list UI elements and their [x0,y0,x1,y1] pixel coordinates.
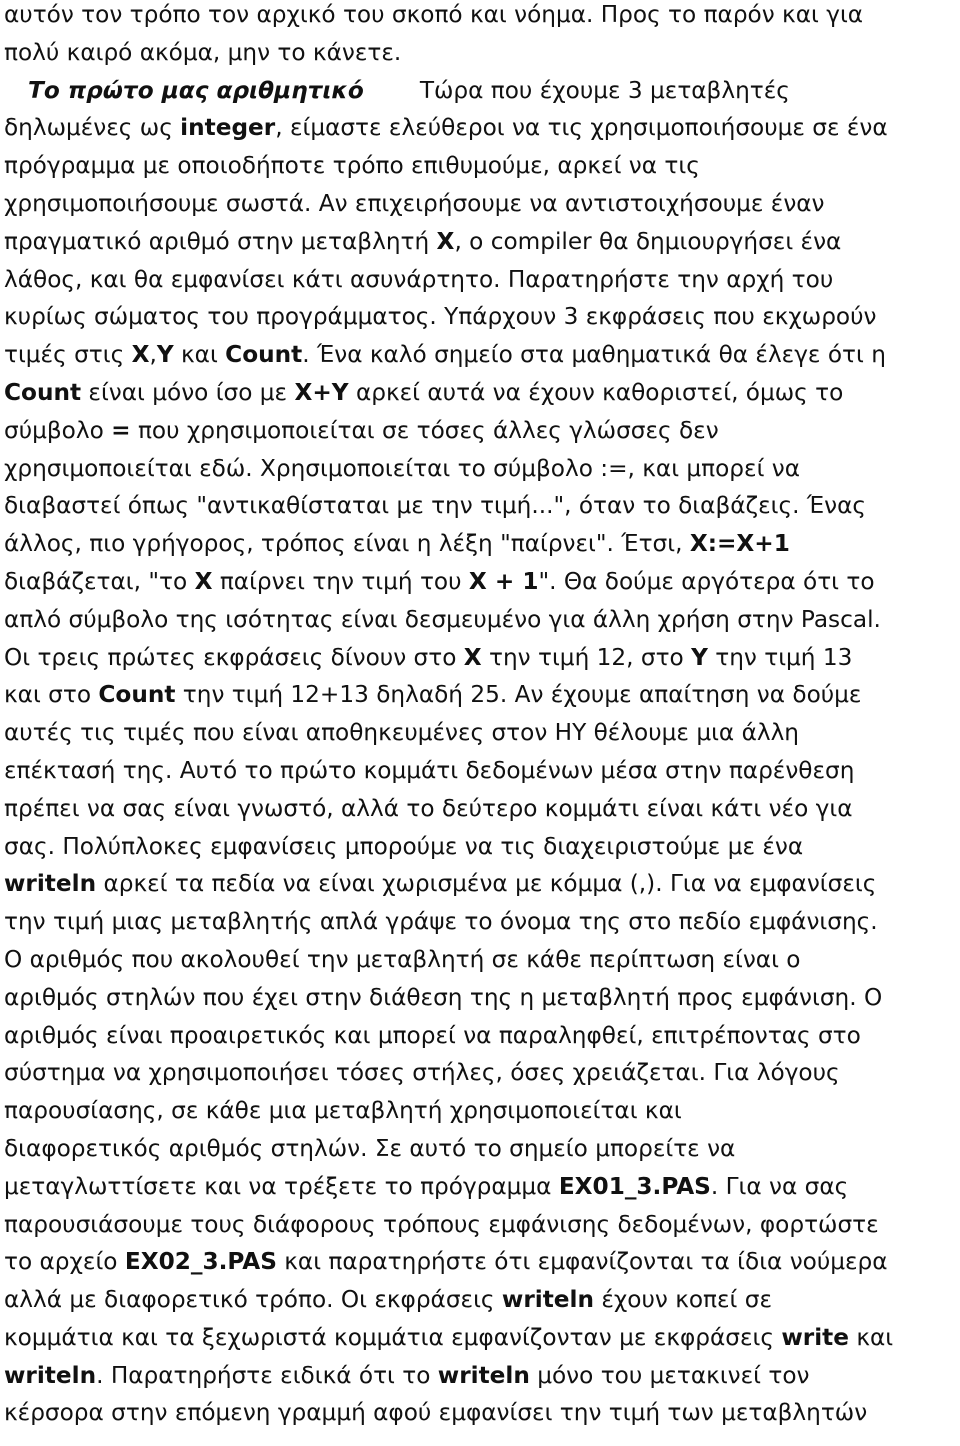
bold-term: X [194,567,213,595]
text-segment: , είμαστε ελεύθεροι να τις χρησιμοποιήσουμε σε ένα [275,114,888,142]
text-line [4,563,960,601]
text-segment: . Για να σας [710,1172,849,1200]
text-line [4,1130,960,1168]
section-heading-text: Το πρώτο μας αριθμητικό [28,76,364,104]
text-segment: την τιμή 12+13 δηλαδή 25. Αν έχουμε απαίτηση να δούμε [175,681,862,709]
text-segment: μόνο του μετακινεί τον [529,1361,810,1389]
bold-term: writeln [501,1286,594,1314]
text-line [4,676,960,714]
text-segment: ". Θα δούμε αργότερα ότι το [538,567,875,595]
text-line [4,828,960,866]
text-line [4,261,960,299]
text-segment: σύμβολο [4,416,112,444]
text-segment: Οι τρεις πρώτες εκφράσεις δίνουν στο [4,643,464,671]
bold-term: X+Y [294,378,349,406]
bold-term: X:=X+1 [689,530,790,558]
text-segment: χρησιμοποιείται εδώ. Χρησιμοποιείται το σύμβολο :=, και μπορεί να [4,454,801,482]
text-segment: αριθμός είναι προαιρετικός και μπορεί να παραληφθεί, επιτρέποντας στο [4,1021,861,1049]
bold-term: X + 1 [468,567,539,595]
text-line [4,1206,960,1244]
text-segment: που χρησιμοποιείται σε τόσες άλλες γλώσσες δεν [130,416,719,444]
text-line [4,0,960,34]
text-line [4,1168,960,1206]
text-segment: πρέπει να σας είναι γνωστό, αλλά το δεύτερο κομμάτι είναι κάτι νέο για [4,794,853,822]
text-segment: σας. Πολύπλοκες εμφανίσεις μπορούμε να τις διαχειριστούμε με ένα [4,832,804,860]
text-line [4,1243,960,1281]
text-line [4,865,960,903]
text-segment: την τιμή 13 [707,643,853,671]
text-segment: αυτές τις τιμές που είναι αποθηκευμένες στον ΗΥ θέλουμε μια άλλη [4,719,799,747]
text-line [4,1319,960,1357]
text-line [4,374,960,412]
text-line [4,336,960,374]
bold-term: X [463,643,482,671]
text-segment: είναι μόνο ίσο με [81,378,295,406]
text-segment: κυρίως σώματος του προγράμματος. Υπάρχουν 3 εκφράσεις που εκχωρούν [4,303,877,331]
text-segment: λάθος, και θα εμφανίσει κάτι ασυνάρτητο. Παρατηρήστε την αρχή του [4,265,834,293]
text-segment: το αρχείο [4,1248,125,1276]
bold-term: integer [180,114,276,142]
bold-term: = [111,416,131,444]
text-line [4,752,960,790]
text-segment: αρκεί αυτά να έχουν καθοριστεί, όμως το [348,378,844,406]
text-segment: αλλά με διαφορετικό τρόπο. Οι εκφράσεις [4,1286,502,1314]
text-segment: πολύ καιρό ακόμα, μην το κάνετε. [4,38,402,66]
text-segment: κομμάτια και τα ξεχωριστά κομμάτια εμφανίζονταν με εκφράσεις [4,1323,782,1351]
bold-term: X [436,227,455,255]
text-line [4,72,960,110]
text-line [4,1054,960,1092]
text-segment: Τώρα που έχουμε 3 μεταβλητές [419,76,790,104]
text-segment: , [149,341,157,369]
bold-term: Y [156,341,174,369]
text-segment: χρησιμοποιήσουμε σωστά. Αν επιχειρήσουμε να αντιστοιχήσουμε έναν [4,189,825,217]
text-segment: διαβαστεί όπως "αντικαθίσταται με την τιμή...", όταν το διαβάζεις. Ένας [4,492,867,520]
text-segment: την τιμή μιας μεταβλητής απλά γράψε το όνομα της στο πεδίο εμφάνισης. [4,908,878,936]
text-segment: και [848,1323,894,1351]
bold-term: EX01_3.PAS [558,1172,711,1200]
text-line [4,185,960,223]
text-segment: δηλωμένες ως [4,114,181,142]
text-line [4,1017,960,1055]
text-segment: διαφορετικός αριθμός στηλών. Σε αυτό το σημείο μπορείτε να [4,1134,736,1162]
text-segment: και στο [4,681,99,709]
text-line [4,601,960,639]
text-line [4,109,960,147]
text-segment: τιμές στις [4,341,132,369]
text-segment: παίρνει την τιμή του [212,567,469,595]
text-segment: Ο αριθμός που ακολουθεί την μεταβλητή σε κάθε περίπτωση είναι ο [4,945,801,973]
text-segment: επέκτασή της. Αυτό το πρώτο κομμάτι δεδομένων μέσα στην παρένθεση [4,756,855,784]
text-segment: απλό σύμβολο της ισότητας είναι δεσμευμένο για άλλη χρήση στην Pascal. [4,605,881,633]
text-segment: άλλος, πιο γρήγορος, τρόπος είναι η λέξη "παίρνει". Έτσι, [4,530,690,558]
bold-term: Count [4,378,82,406]
text-line [4,941,960,979]
text-segment: αριθμός στηλών που έχει στην διάθεση της η μεταβλητή προς εμφάνιση. Ο [4,983,883,1011]
section-heading [28,77,364,104]
bold-term: write [781,1323,849,1351]
bold-term: Count [225,341,303,369]
bold-term: writeln [437,1361,530,1389]
text-segment: και παρατηρήστε ότι εμφανίζονται τα ίδια νούμερα [276,1248,888,1276]
text-segment: την τιμή 12, στο [481,643,692,671]
text-line [4,714,960,752]
text-line [4,1281,960,1319]
text-segment: . Ένα καλό σημείο στα μαθηματικά θα έλεγε ότι η [302,341,886,369]
text-segment: και [173,341,226,369]
text-line [4,34,960,72]
text-line [4,223,960,261]
text-segment: πρόγραμμα με οποιοδήποτε τρόπο επιθυμούμε, αρκεί να τις [4,152,700,180]
text-segment: σύστημα να χρησιμοποιήσει τόσες στήλες, όσες χρειάζεται. Για λόγους [4,1059,840,1087]
text-line [4,903,960,941]
text-line [4,979,960,1017]
text-line [4,450,960,488]
text-line [4,525,960,563]
text-segment: μεταγλωττίσετε και να τρέξετε το πρόγραμμα [4,1172,559,1200]
text-line [4,487,960,525]
text-segment: έχουν κοπεί σε [593,1286,773,1314]
text-line [4,147,960,185]
text-line [4,1092,960,1130]
bold-term: EX02_3.PAS [124,1248,277,1276]
text-segment: αρκεί τα πεδία να είναι χωρισμένα με κόμμα (,). Για να εμφανίσεις [96,870,877,898]
bold-term: writeln [4,870,97,898]
text-segment: παρουσίασης, σε κάθε μια μεταβλητή χρησιμοποιείται και [4,1097,682,1125]
text-segment: . Παρατηρήστε ειδικά ότι το [96,1361,438,1389]
text-segment: πραγματικό αριθμό στην μεταβλητή [4,227,437,255]
text-line [4,1357,960,1395]
text-segment: κέρσορα στην επόμενη γραμμή αφού εμφανίσει την τιμή των μεταβλητών [4,1399,868,1427]
text-segment: διαβάζεται, "το [4,567,195,595]
text-segment: αυτόν τον τρόπο τον αρχικό του σκοπό και νόημα. Προς το παρόν και για [4,1,864,28]
text-line [4,412,960,450]
bold-term: Count [98,681,176,709]
bold-term: X [131,341,150,369]
text-segment: παρουσιάσουμε τους διάφορους τρόπους εμφάνισης δεδομένων, φορτώστε [4,1210,879,1238]
text-line [4,1394,960,1432]
bold-term: Y [691,643,708,671]
bold-term: writeln [4,1361,97,1389]
text-line [4,639,960,677]
text-line [4,298,960,336]
text-segment: , ο compiler θα δημιουργήσει ένα [454,227,842,255]
text-line [4,790,960,828]
